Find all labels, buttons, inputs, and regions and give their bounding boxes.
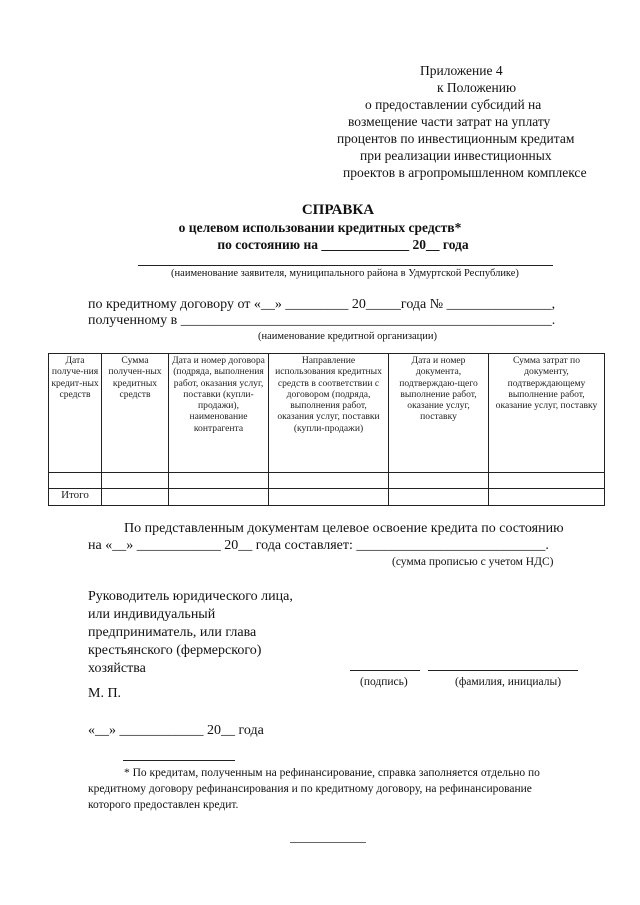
- total-row: [49, 489, 605, 506]
- annex-line-4: возмещение части затрат на уплату: [348, 114, 551, 129]
- total-label: Итого: [49, 489, 102, 506]
- signature-caption: (подпись): [360, 676, 408, 688]
- signatory-line-5: хозяйства: [88, 661, 146, 676]
- signature-field: [350, 670, 420, 671]
- signature-date-line: «__» ____________ 20__ года: [88, 723, 264, 738]
- page-end-rule: [290, 842, 366, 843]
- table-row: [49, 473, 605, 489]
- col-header-cost-amount: Сумма затрат по документу, подтверждающему выполнение работ, оказание услуг, поставку: [489, 354, 605, 473]
- contract-line-2: полученному в _____________________________________________________.: [88, 313, 556, 328]
- statement-line-1: По представленным документам целевое освоение кредита по состоянию: [124, 521, 564, 536]
- col-header-purpose: Направление использования кредитных средств в соответствии с договором (подряда, выполнения работ, оказания услуг, поставки (купли-продажи): [269, 354, 389, 473]
- annex-line-7: проектов в агропромышленном комплексе: [343, 165, 587, 180]
- col-header-received-amount: Сумма получен-ных кредитных средств: [102, 354, 169, 473]
- signatory-line-1: Руководитель юридического лица,: [88, 589, 293, 604]
- col-header-contract: Дата и номер договора (подряда, выполнения работ, оказания услуг, поставки (купли-продажи), наименование контрагента: [169, 354, 269, 473]
- col-header-receipt-date: Дата получе-ния кредит-ных средств: [49, 354, 102, 473]
- footnote-line-2: кредитному договору рефинансирования и по кредитному договору, на рефинансирование: [88, 783, 532, 795]
- annex-line-1: Приложение 4: [420, 63, 503, 78]
- annex-line-2: к Положению: [437, 80, 517, 95]
- footnote-line-3: которого предоставлен кредит.: [88, 799, 239, 811]
- signatory-line-3: предприниматель, или глава: [88, 625, 257, 640]
- document-title: СПРАВКА: [301, 202, 375, 218]
- annex-line-3: о предоставлении субсидий на: [365, 97, 542, 112]
- col-header-document: Дата и номер документа, подтверждаю-щего выполнение работ, оказание услуг, поставку: [389, 354, 489, 473]
- footnote-separator: [123, 760, 235, 761]
- name-field: [428, 670, 578, 671]
- applicant-field: [138, 265, 553, 266]
- footnote-line-1: * По кредитам, полученным на рефинансирование, справка заполняется отдельно по: [124, 767, 540, 779]
- document-subtitle: о целевом использовании кредитных средств*: [178, 220, 462, 235]
- date-line: по состоянию на _____________ 20__ года: [217, 237, 469, 252]
- bank-caption: (наименование кредитной организации): [258, 331, 437, 342]
- signatory-line-2: или индивидуальный: [88, 607, 216, 622]
- name-caption: (фамилия, инициалы): [455, 676, 562, 688]
- usage-table: [48, 353, 605, 506]
- annex-line-6: при реализации инвестиционных: [360, 148, 552, 163]
- signatory-line-4: крестьянского (фермерского): [88, 643, 262, 658]
- annex-line-5: процентов по инвестиционным кредитам: [337, 131, 575, 146]
- contract-line-1: по кредитному договору от «__» _________ 20_____года № _______________,: [88, 297, 556, 312]
- amount-caption: (сумма прописью с учетом НДС): [392, 556, 554, 568]
- applicant-caption: (наименование заявителя, муниципального района в Удмуртской Республике): [171, 268, 519, 279]
- stamp-label: М. П.: [88, 686, 122, 701]
- statement-line-2: на «__» ____________ 20__ года составляет: ___________________________.: [88, 538, 549, 553]
